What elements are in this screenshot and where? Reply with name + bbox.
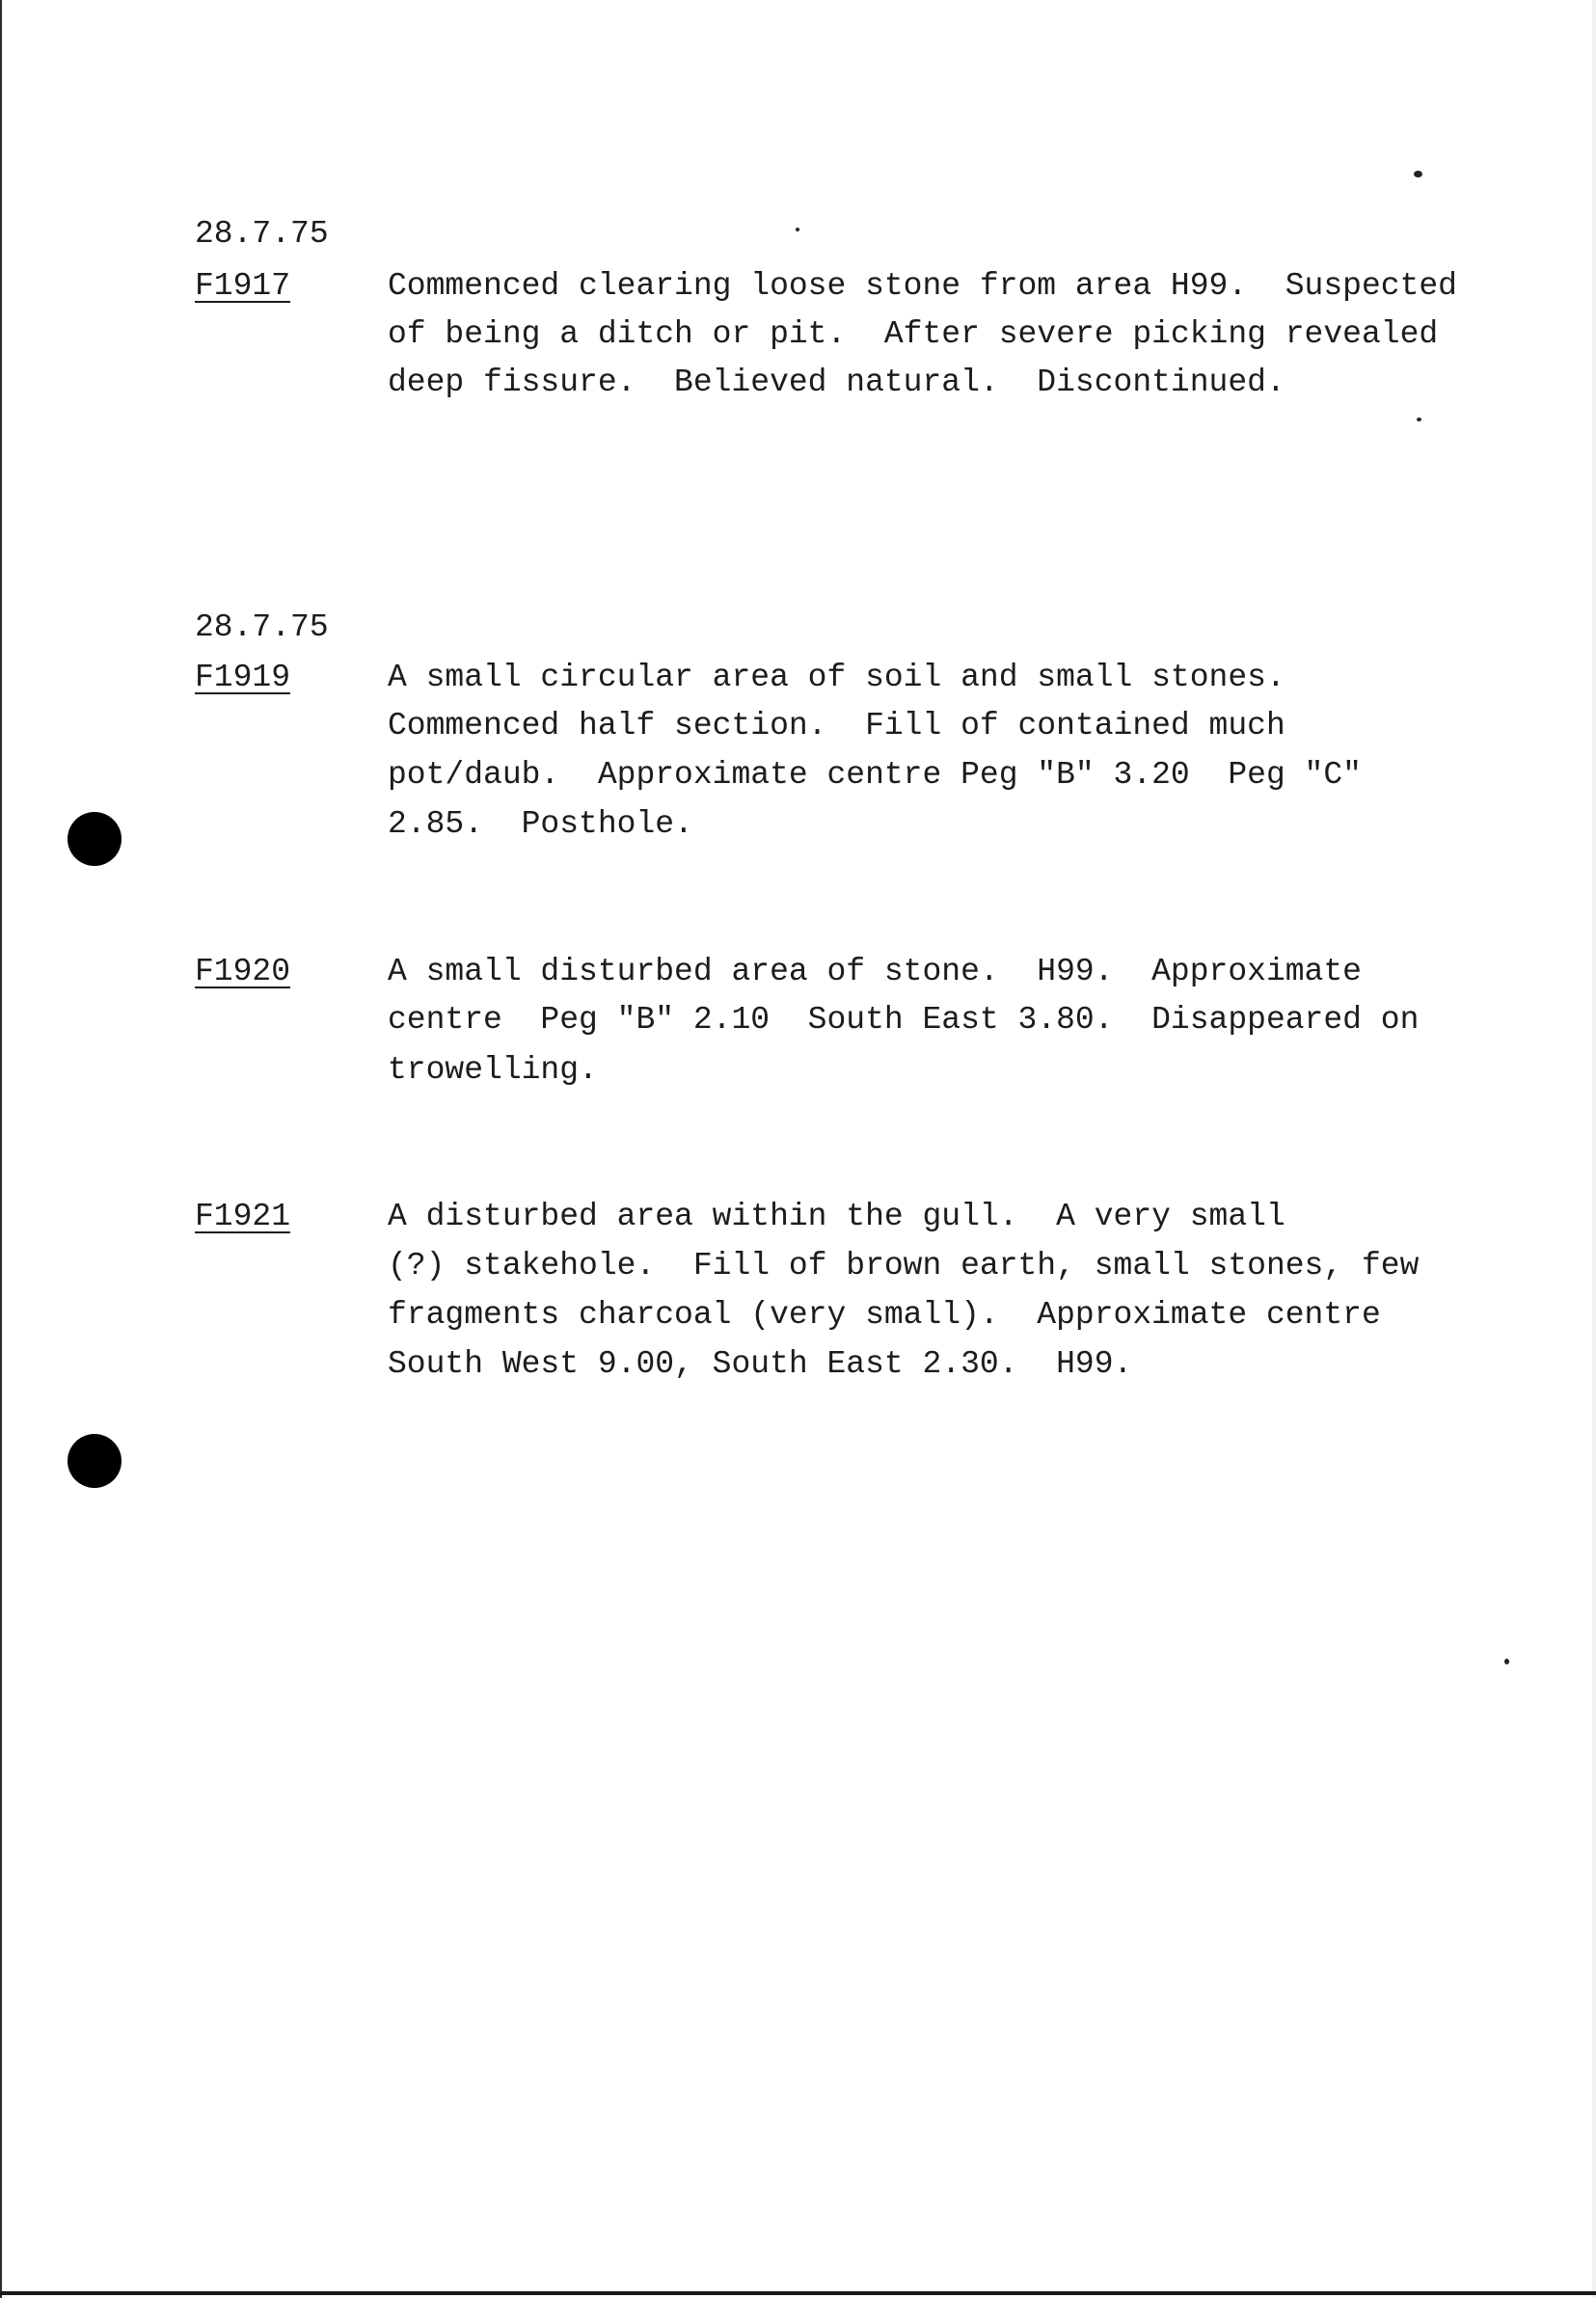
entry-date: 28.7.75 bbox=[195, 609, 329, 645]
entry-text-line: centre Peg "B" 2.10 South East 3.80. Disappeared on bbox=[388, 1002, 1420, 1038]
entry-text-line: A small circular area of soil and small stones. bbox=[388, 660, 1285, 695]
entry-date: 28.7.75 bbox=[195, 216, 329, 252]
feature-code: F1921 bbox=[195, 1199, 291, 1234]
page-edge-bottom bbox=[0, 2291, 1596, 2295]
entry-text-line: (?) stakehole. Fill of brown earth, small stones, few bbox=[388, 1248, 1420, 1284]
entry-text-line: South West 9.00, South East 2.30. H99. bbox=[388, 1346, 1133, 1382]
page-edge-left bbox=[0, 0, 2, 2298]
entry-text-line: A small disturbed area of stone. H99. Approximate bbox=[388, 954, 1362, 989]
entry-text-line: pot/daub. Approximate centre Peg "B" 3.20 Peg "C" bbox=[388, 757, 1362, 793]
feature-code: F1920 bbox=[195, 954, 291, 989]
entry-text-line: fragments charcoal (very small). Approximate centre bbox=[388, 1297, 1381, 1333]
scan-speck bbox=[1504, 1659, 1509, 1664]
entry-text-line: Commenced half section. Fill of contained much bbox=[388, 708, 1285, 743]
entry-text-line: deep fissure. Believed natural. Discontinued. bbox=[388, 365, 1285, 400]
punch-hole-lower bbox=[68, 1434, 122, 1488]
entry-text-line: A disturbed area within the gull. A very small bbox=[388, 1199, 1285, 1234]
entry-text-line: trowelling. bbox=[388, 1052, 598, 1088]
entry-text-line: of being a ditch or pit. After severe picking revealed bbox=[388, 316, 1439, 352]
scan-speck bbox=[1417, 418, 1421, 421]
entry-text-line: 2.85. Posthole. bbox=[388, 806, 693, 842]
scan-speck bbox=[796, 228, 799, 231]
entry-text-line: Commenced clearing loose stone from area H99. Suspected bbox=[388, 268, 1457, 304]
feature-code: F1917 bbox=[195, 268, 291, 304]
page-edge-right bbox=[1592, 0, 1596, 2298]
scan-speck bbox=[1414, 171, 1422, 177]
punch-hole-upper bbox=[68, 812, 122, 866]
feature-code: F1919 bbox=[195, 660, 291, 695]
